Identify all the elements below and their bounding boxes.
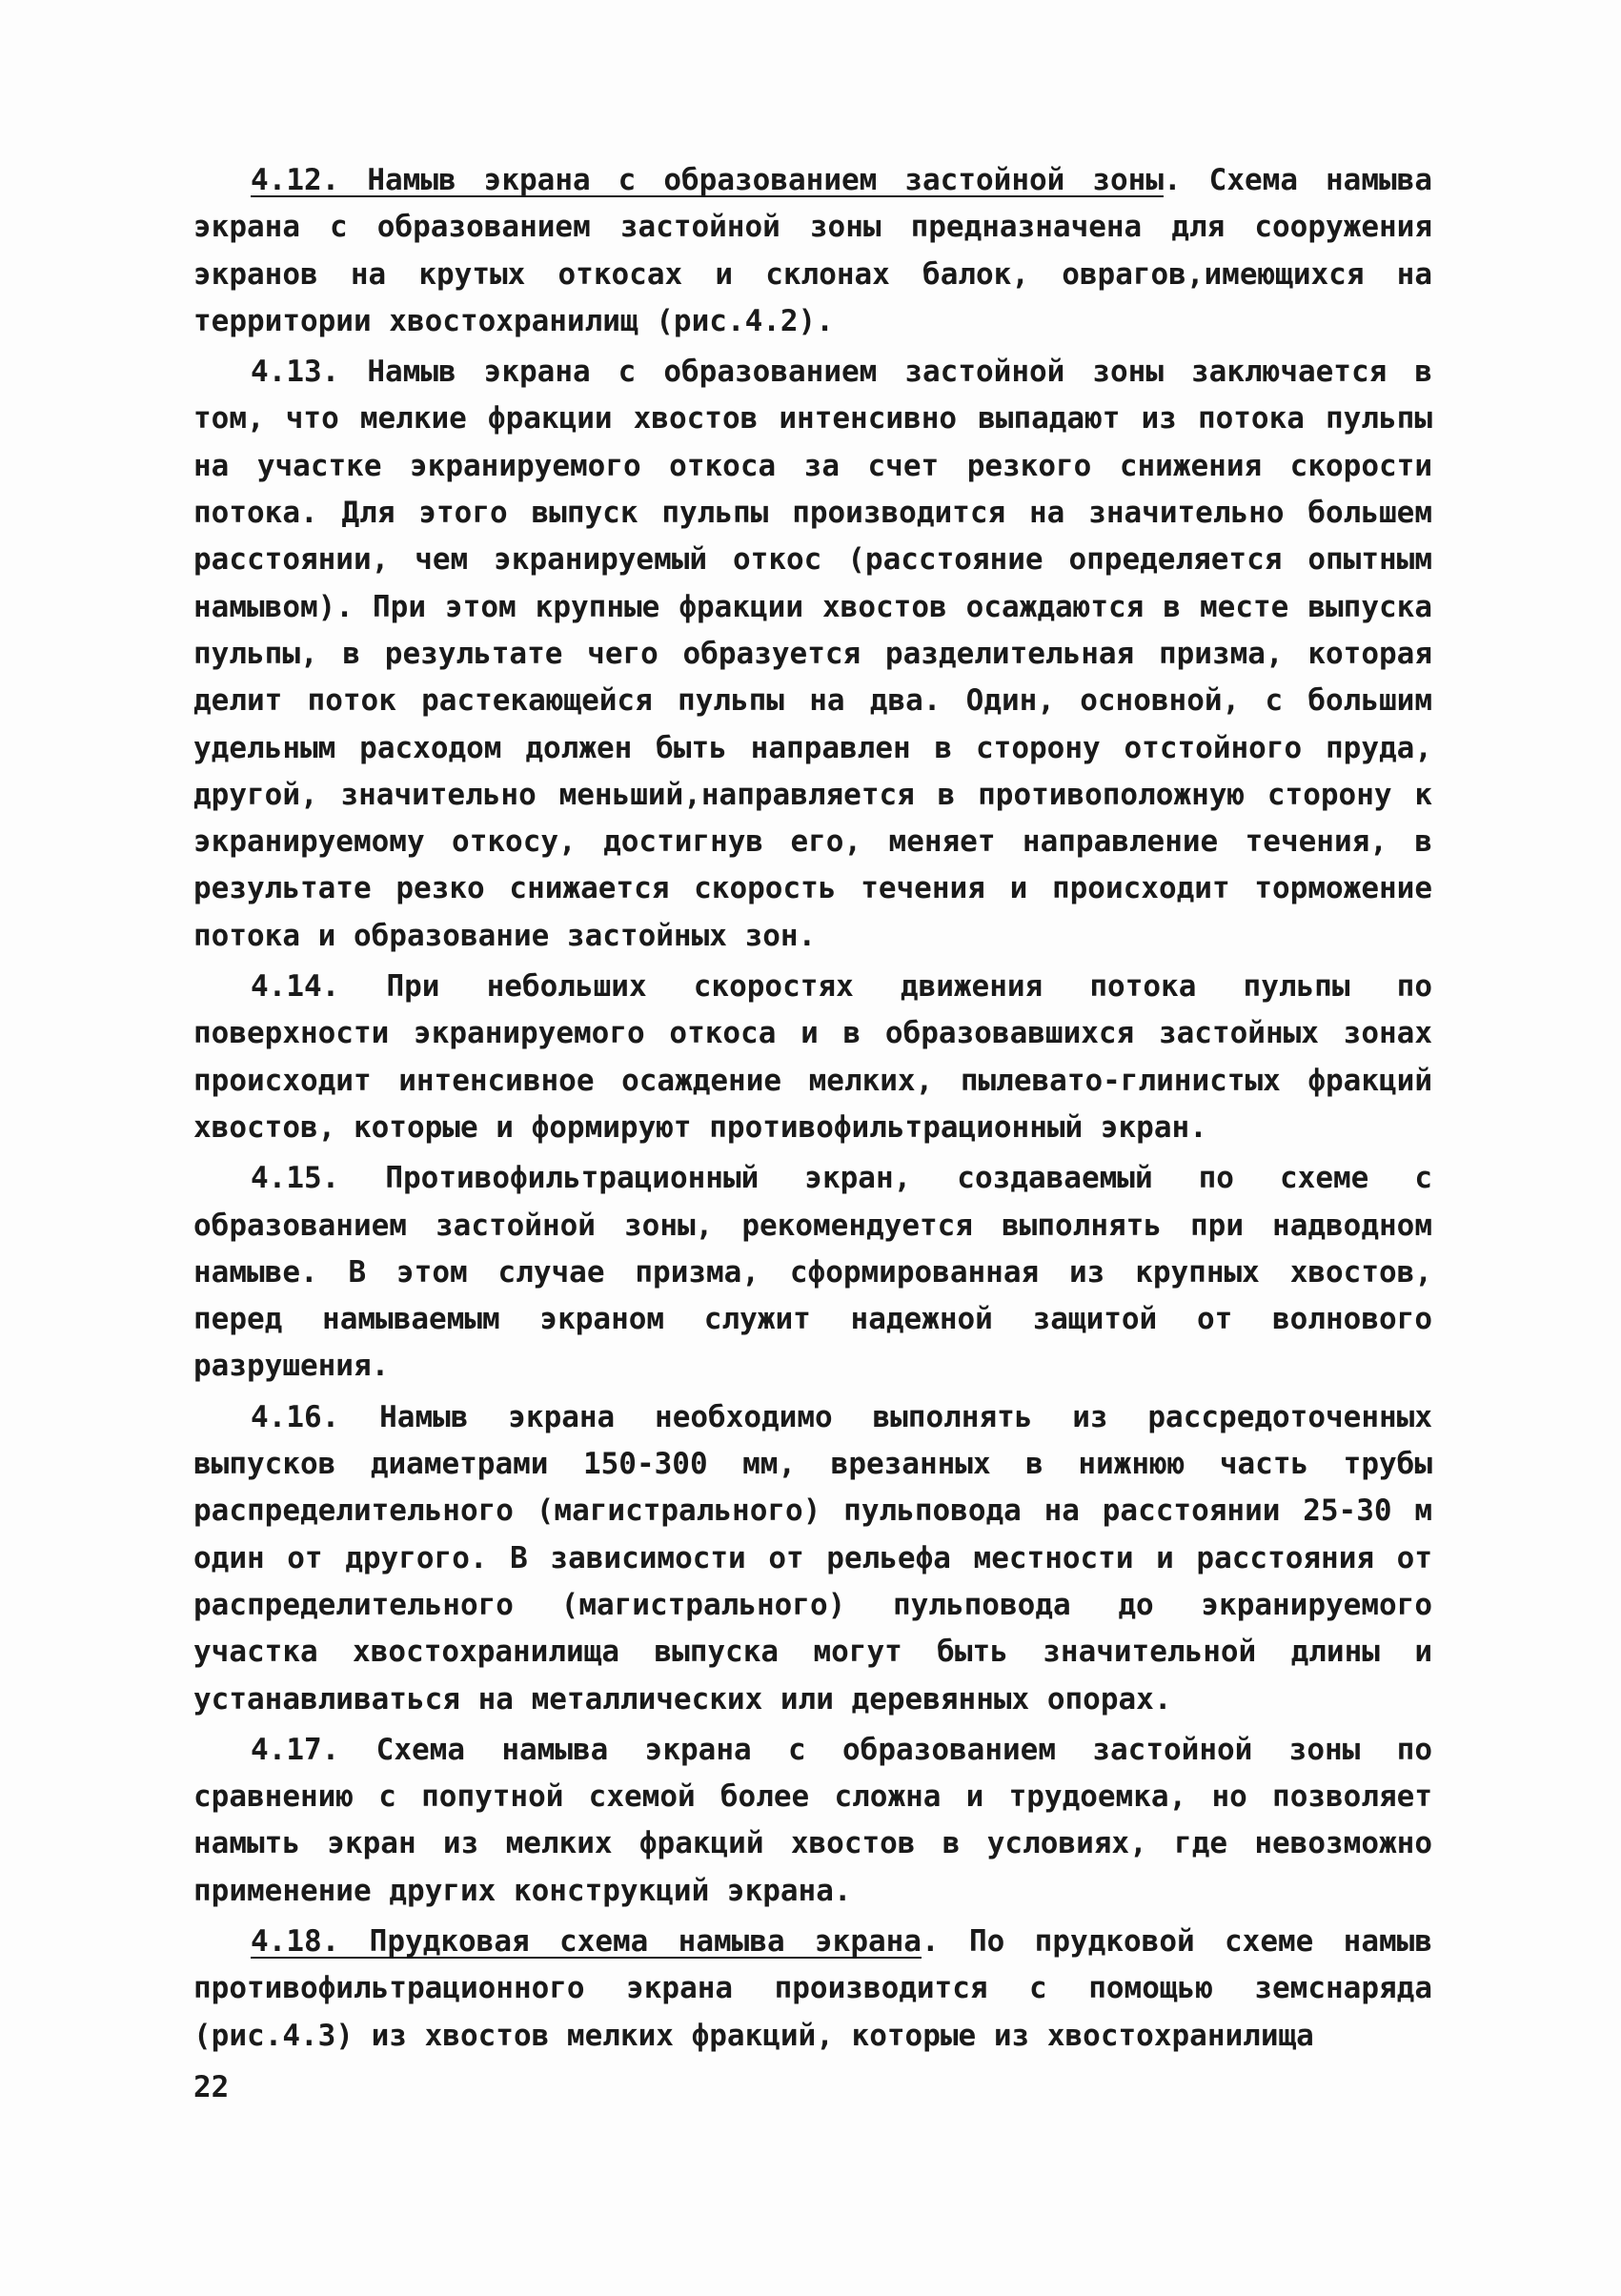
paragraph-text: . По прудковой схеме намыв противофильтрационного экрана производится с помощью земснаряда (рис.4.3) из хвостов мелких фракций, которые из хвостохранилища <box>193 1923 1432 2053</box>
paragraph-text: 4.16. Намыв экрана необходимо выполнять из рассредоточенных выпусков диаметрами 150-300 мм, врезанных в нижнюю часть трубы распределительного (магистрального) пульповода на расстоянии 25-30 м один от другого. В зависимости от рельефа местности и расстояния от распределительного (магистрального) пульповода до экранируемого участка хвостохранилища выпуска могут быть значительной длины и устанавливаться на металлических или деревянных опорах. <box>193 1399 1432 1717</box>
section-heading-4-12: 4.12. Намыв экрана с образованием застойной зоны <box>251 163 1164 197</box>
paragraph-text: 4.17. Схема намыва экрана с образованием застойной зоны по сравнению с попутной схемой более сложна и трудоемка, но позволяет намыть экран из мелких фракций хвостов в условиях, где невозможно применение других конструкций экрана. <box>193 1732 1432 1908</box>
paragraph-4-14 <box>193 964 1432 1151</box>
paragraph-text: 4.13. Намыв экрана с образованием застойной зоны заключается в том, что мелкие фракции хвостов интенсивно выпадают из потока пульпы на участке экранируемого откоса за счет резкого снижения скорости потока. Для этого выпуск пульпы производится на значительно большем расстоянии, чем экранируемый откос (расстояние определяется опытным намывом). При этом крупные фракции хвостов осаждаются в месте выпуска пульпы, в результате чего образуется разделительная призма, которая делит поток растекающейся пульпы на два. Один, основной, с большим удельным расходом должен быть направлен в сторону отстойного пруда, другой, значительно меньший,направляется в противоположную сторону к экранируемому откосу, достигнув его, меняет направление течения, в результате резко снижается скорость течения и происходит торможение потока и образование застойных зон. <box>193 355 1432 953</box>
paragraph-text: 4.15. Противофильтрационный экран, создаваемый по схеме с образованием застойной зоны, рекомендуется выполнять при надводном намыве. В этом случае призма, сформированная из крупных хвостов, перед намываемым экраном служит надежной защитой от волнового разрушения. <box>193 1161 1432 1384</box>
paragraph-4-13 <box>193 349 1432 960</box>
section-heading-4-18: 4.18. Прудковая схема намыва экрана <box>251 1923 922 1959</box>
paragraph-4-15 <box>193 1155 1432 1390</box>
paragraph-text: . Схема намыва экрана с образованием застойной зоны предназначена для сооружения экранов на крутых откосах и склонах балок, оврагов,имеющихся на территории хвостохранилищ (рис.4.2). <box>193 163 1432 338</box>
body-text <box>193 157 1432 2063</box>
page-number: 22 <box>193 2070 230 2104</box>
paragraph-4-12 <box>193 157 1432 345</box>
paragraph-4-17 <box>193 1727 1432 1915</box>
paragraph-text: 4.14. При небольших скоростях движения потока пульпы по поверхности экранируемого откоса и в образовавшихся застойных зонах происходит интенсивное осаждение мелких, пылевато-глинистых фракций хвостов, которые и формируют противофильтрационный экран. <box>193 969 1432 1145</box>
paragraph-4-18 <box>193 1919 1432 2060</box>
paragraph-4-16 <box>193 1394 1432 1723</box>
